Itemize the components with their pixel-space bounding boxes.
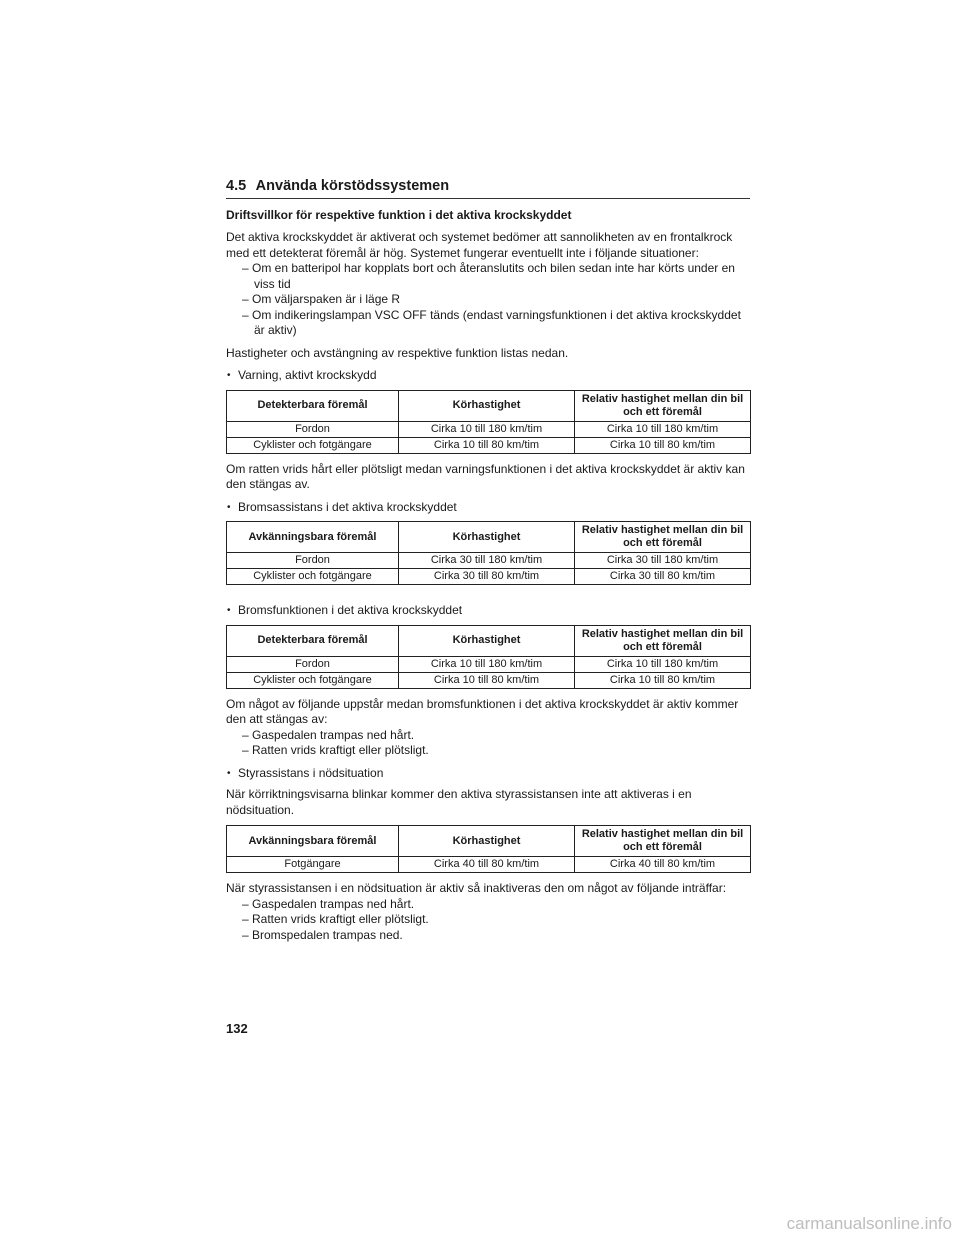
table-cell: Cirka 30 till 180 km/tim [575, 553, 751, 569]
table-header: Körhastighet [399, 625, 575, 656]
steering-paragraph: När körriktningsvisarna blinkar kommer den aktiva styrassistansen inte att aktiveras i en nödsituation. [226, 787, 692, 817]
list-item: – Ratten vrids kraftigt eller plötsligt. [242, 912, 429, 926]
bullet-warning: • Varning, aktivt krockskydd [226, 368, 750, 384]
table-cell: Cirka 10 till 80 km/tim [575, 672, 751, 688]
list-item: – Gaspedalen trampas ned hårt. [242, 896, 415, 911]
bullet-brake-assist: • Bromsassistans i det aktiva krockskyddet [226, 500, 750, 516]
table-cell: Cirka 10 till 180 km/tim [399, 656, 575, 672]
table-brake-function [226, 625, 751, 689]
table-cell: Fordon [227, 553, 399, 569]
page-content [226, 178, 750, 950]
table-warning [226, 390, 751, 454]
table-header: Detekterbara föremål [227, 625, 399, 656]
table-cell: Cirka 30 till 80 km/tim [399, 569, 575, 585]
table-row [227, 672, 751, 688]
table-cell: Cirka 10 till 80 km/tim [399, 437, 575, 453]
table-header: Relativ hastighet mellan din bil och ett föremål [575, 522, 751, 553]
table-header-row [227, 826, 751, 857]
table-header: Detekterbara föremål [227, 390, 399, 421]
subheading: Driftsvillkor för respektive funktion i det aktiva krockskyddet [226, 208, 572, 222]
table-row [227, 421, 751, 437]
table-header: Körhastighet [399, 390, 575, 421]
table-cell: Cirka 10 till 80 km/tim [575, 437, 751, 453]
table-row [227, 553, 751, 569]
list-item: – Gaspedalen trampas ned hårt. [242, 727, 415, 742]
table-cell: Cirka 10 till 180 km/tim [575, 656, 751, 672]
page-number: 132 [226, 1021, 248, 1036]
table-cell: Cyklister och fotgängare [227, 569, 399, 585]
table-cell: Cirka 40 till 80 km/tim [399, 857, 575, 873]
watermark-logo: carmanualsonline.info [786, 1214, 952, 1233]
table-cell: Cirka 30 till 180 km/tim [399, 553, 575, 569]
table-cell: Cirka 40 till 80 km/tim [575, 857, 751, 873]
table-row [227, 656, 751, 672]
table-header: Körhastighet [399, 826, 575, 857]
brake-function-list [226, 728, 750, 759]
table-steering-assist [226, 825, 751, 873]
table-cell: Cirka 10 till 180 km/tim [399, 421, 575, 437]
bullet-steering-assist: • Styrassistans i nödsituation [226, 766, 750, 782]
table-cell: Cirka 10 till 180 km/tim [575, 421, 751, 437]
table-header-row [227, 625, 751, 656]
table-header: Avkänningsbara föremål [227, 826, 399, 857]
table-cell: Cirka 10 till 80 km/tim [399, 672, 575, 688]
list-item: – Ratten vrids kraftigt eller plötsligt. [242, 743, 429, 757]
table-header: Relativ hastighet mellan din bil och ett föremål [575, 390, 751, 421]
list-item: – Om indikeringslampan VSC OFF tänds (endast varningsfunktionen i det aktiva krockskyddet är aktiv) [242, 307, 741, 337]
section-title: Använda körstödssystemen [255, 178, 450, 194]
section-number: 4.5 [226, 178, 247, 194]
list-item: – Om en batteripol har kopplats bort och återanslutits och bilen sedan inte har körts under en viss tid [242, 261, 735, 291]
bullet-brake-function: • Bromsfunktionen i det aktiva krockskyddet [226, 603, 750, 619]
steering-note: När styrassistansen i en nödsituation är aktiv så inaktiveras den om något av följande inträffar: [226, 881, 727, 895]
section-header [226, 178, 750, 199]
table-header: Relativ hastighet mellan din bil och ett föremål [575, 826, 751, 857]
table-brake-assist [226, 521, 751, 585]
table-header: Relativ hastighet mellan din bil och ett föremål [575, 625, 751, 656]
table-row [227, 857, 751, 873]
table-header-row [227, 390, 751, 421]
steering-list [226, 897, 750, 944]
table-row [227, 437, 751, 453]
speeds-paragraph: Hastigheter och avstängning av respektive funktion listas nedan. [226, 345, 569, 360]
table-header: Körhastighet [399, 522, 575, 553]
table-cell: Cyklister och fotgängare [227, 672, 399, 688]
list-item: – Bromspedalen trampas ned. [242, 927, 403, 942]
table-cell: Fordon [227, 656, 399, 672]
table-cell: Cyklister och fotgängare [227, 437, 399, 453]
table-cell: Fordon [227, 421, 399, 437]
intro-paragraph: Det aktiva krockskyddet är aktiverat och systemet bedömer att sannolikheten av en frontalkrock med ett detekterat föremål är hög. Systemet fungerar eventuellt inte i följande situationer: [226, 230, 733, 260]
intro-list [226, 261, 750, 339]
warning-note: Om ratten vrids hårt eller plötsligt medan varningsfunktionen i det aktiva krockskyddet är aktiv kan den stängas av. [226, 461, 745, 491]
brake-function-note: Om något av följande uppstår medan bromsfunktionen i det aktiva krockskyddet är aktiv kommer den att stängas av: [226, 696, 739, 726]
table-row [227, 569, 751, 585]
table-header: Avkänningsbara föremål [227, 522, 399, 553]
table-cell: Fotgängare [227, 857, 399, 873]
table-header-row [227, 522, 751, 553]
list-item: – Om väljarspaken är i läge R [242, 292, 401, 306]
table-cell: Cirka 30 till 80 km/tim [575, 569, 751, 585]
